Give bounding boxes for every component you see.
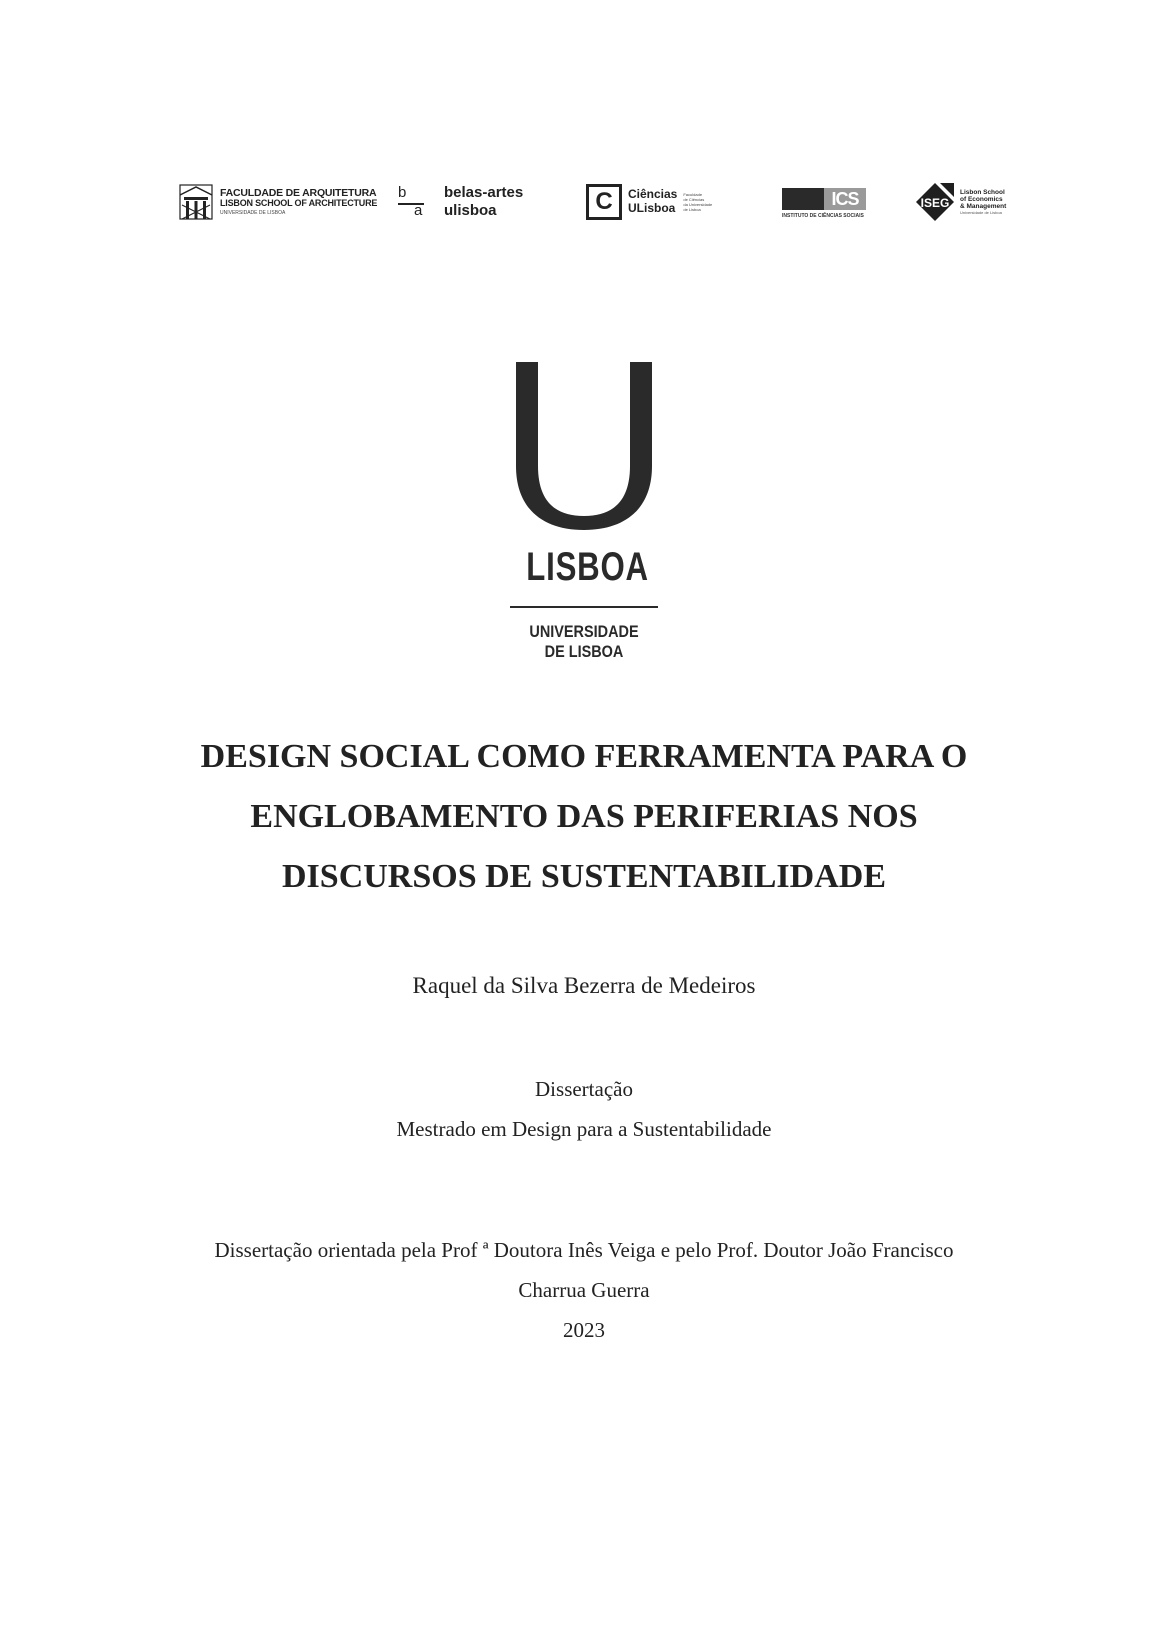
thesis-title bbox=[120, 727, 1048, 907]
university-emblem-name: LISBOA bbox=[526, 545, 649, 589]
document-type: Dissertação bbox=[535, 1077, 633, 1101]
university-subtitle-line2: DE LISBOA bbox=[544, 642, 624, 662]
fa-logo-line3: UNIVERSIDADE DE LISBOA bbox=[220, 209, 286, 216]
title-line-1: DESIGN SOCIAL COMO FERRAMENTA PARA O bbox=[200, 738, 968, 775]
iseg-line2: of Economics bbox=[960, 196, 1003, 204]
ba-mark-a: a bbox=[414, 202, 423, 219]
svg-text:ISEG: ISEG bbox=[920, 196, 950, 210]
faculdade-arquitetura-logo bbox=[178, 178, 377, 226]
ciencias-logo bbox=[586, 178, 712, 226]
ciencias-line2: ULisboa bbox=[628, 201, 676, 215]
ics-mark-icon: ICS bbox=[824, 188, 866, 210]
university-subtitle-line1: UNIVERSIDADE bbox=[529, 622, 639, 641]
ciencias-small2: de Ciências bbox=[683, 196, 705, 202]
belas-artes-line1: belas-artes bbox=[444, 184, 524, 201]
iseg-logo bbox=[914, 178, 1006, 226]
ba-mark-icon bbox=[396, 182, 430, 222]
supervision-line-1: Dissertação orientada pela Prof ª Doutora Inês Veiga e pelo Prof. Doutor João Francisco bbox=[214, 1238, 954, 1262]
university-subtitle bbox=[504, 622, 664, 663]
belas-artes-logo bbox=[396, 178, 523, 226]
ciencias-small4: de Lisboa bbox=[683, 207, 701, 213]
ciencias-small1: Faculdade bbox=[683, 191, 703, 197]
title-line-2: ENGLOBAMENTO DAS PERIFERIAS NOS bbox=[250, 798, 918, 835]
title-line-3: DISCURSOS DE SUSTENTABILIDADE bbox=[282, 858, 886, 895]
iseg-line1: Lisbon School bbox=[960, 189, 1005, 197]
iseg-mark-icon bbox=[914, 181, 956, 223]
supervision-line-2: Charrua Guerra bbox=[518, 1278, 650, 1302]
building-icon bbox=[178, 183, 214, 221]
iseg-line3: & Management bbox=[960, 203, 1007, 211]
universidade-lisboa-u-emblem-icon bbox=[510, 362, 658, 530]
year: 2023 bbox=[563, 1318, 605, 1342]
emblem-divider bbox=[510, 606, 658, 608]
degree-name: Mestrado em Design para a Sustentabilidade bbox=[396, 1117, 772, 1141]
ics-caption: INSTITUTO DE CIÊNCIAS SOCIAIS bbox=[782, 213, 864, 219]
belas-artes-line2: ulisboa bbox=[444, 202, 497, 219]
fa-logo-line1: FACULDADE DE ARQUITETURA bbox=[220, 187, 377, 200]
iseg-line4: Universidade de Lisboa bbox=[960, 209, 1002, 215]
fa-logo-line2: LISBON SCHOOL OF ARCHITECTURE bbox=[220, 198, 378, 209]
ics-logo bbox=[782, 188, 866, 219]
ciencias-mark-icon: C bbox=[586, 184, 622, 220]
ciencias-line1: Ciências bbox=[628, 187, 678, 202]
ciencias-small3: da Universidade bbox=[683, 202, 713, 207]
ba-mark-b: b bbox=[398, 184, 407, 201]
author-name: Raquel da Silva Bezerra de Medeiros bbox=[412, 973, 756, 998]
